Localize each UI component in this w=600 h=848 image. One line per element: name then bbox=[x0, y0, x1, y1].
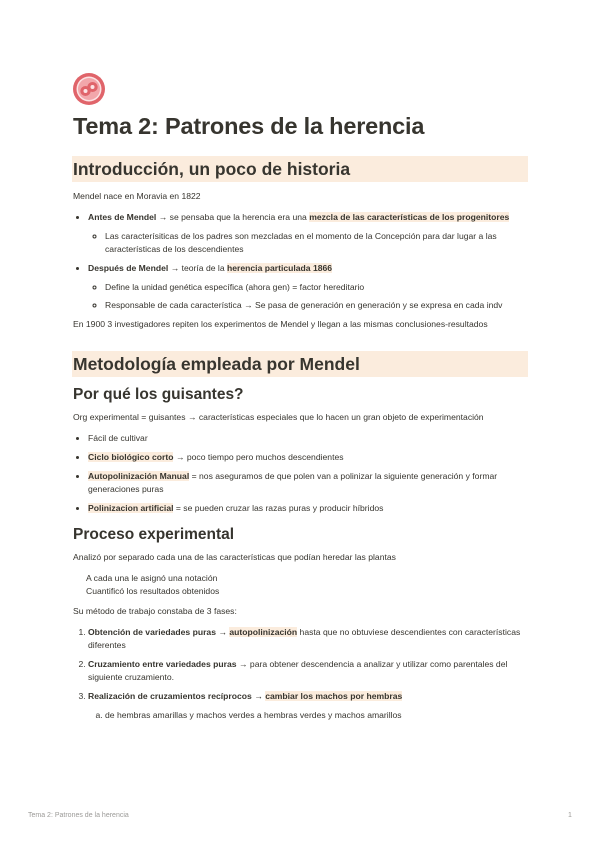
subsection-heading: Por qué los guisantes? bbox=[73, 386, 244, 403]
text-span: → teoría de la bbox=[168, 263, 227, 273]
bold-term: Obtención de variedades puras bbox=[88, 627, 216, 637]
list-item bbox=[88, 470, 528, 496]
highlighted-term: mezcla de las características de los progenitores bbox=[309, 212, 510, 222]
page-number: 1 bbox=[568, 812, 572, 819]
page-title: Tema 2: Patrones de la herencia bbox=[73, 113, 425, 139]
list-item bbox=[88, 262, 528, 312]
list-item: ◦ Define la unidad genética específica (ahora gen) = factor hereditario bbox=[105, 281, 528, 294]
text-span: = nos aseguramos de que polen van a polinizar la siguiente generación y formar generaciones puras bbox=[88, 471, 498, 494]
list-item bbox=[88, 626, 528, 652]
subsection-heading: Proceso experimental bbox=[73, 526, 235, 543]
text-span: → bbox=[216, 627, 230, 637]
numbered-list bbox=[73, 626, 528, 722]
paragraph: Org experimental = guisantes → características especiales que lo hacen un gran objeto de experimentación bbox=[73, 412, 484, 422]
list-item bbox=[88, 502, 528, 515]
sub-list bbox=[88, 281, 528, 312]
text-span: → se pensaba que la herencia era una bbox=[156, 212, 310, 222]
highlighted-term: Ciclo biológico corto bbox=[88, 452, 174, 462]
text-span: = se pueden cruzar las razas puras y producir híbridos bbox=[173, 503, 384, 513]
paragraph: Analizó por separado cada una de las características que podían heredar las plantas bbox=[73, 552, 396, 562]
text-span: → para obtener descendencia a analizar y utilizar como parentales del siguiente cruzamiento. bbox=[88, 659, 508, 682]
document-body bbox=[73, 156, 528, 728]
list-item bbox=[88, 690, 528, 722]
list-item: ◦ Responsable de cada característica → Se pasa de generación en generación y se expresa en cada indv bbox=[105, 299, 528, 312]
indented-line: A cada una le asignó una notación bbox=[86, 573, 218, 583]
cell-division-icon bbox=[72, 72, 106, 106]
list-item: ◦ Las caracterísiticas de los padres son mezcladas en el momento de la Concepción para dar lugar a las características de los descendientes bbox=[105, 230, 528, 256]
bullet-list bbox=[73, 432, 528, 515]
paragraph: En 1900 3 investigadores repiten los experimentos de Mendel y llegan a las mismas conclusiones-resultados bbox=[73, 319, 488, 329]
bold-term: Después de Mendel bbox=[88, 263, 169, 273]
section-heading-intro: Introducción, un poco de historia bbox=[72, 156, 528, 182]
paragraph: Mendel nace en Moravia en 1822 bbox=[73, 191, 201, 201]
list-item bbox=[88, 451, 528, 464]
list-item: • Fácil de cultivar bbox=[88, 432, 528, 445]
bullet-list bbox=[73, 211, 528, 312]
list-item: a. de hembras amarillas y machos verdes a hembras verdes y machos amarillos bbox=[105, 709, 528, 722]
sub-list bbox=[88, 709, 528, 722]
bold-term: Cruzamiento entre variedades puras bbox=[88, 659, 237, 669]
highlighted-term: autopolinización bbox=[229, 627, 298, 637]
highlighted-term: cambiar los machos por hembras bbox=[265, 691, 403, 701]
sub-list bbox=[88, 230, 528, 256]
list-item bbox=[88, 658, 528, 684]
section-heading-methodology: Metodología empleada por Mendel bbox=[72, 351, 528, 377]
paragraph: Su método de trabajo constaba de 3 fases: bbox=[73, 606, 237, 616]
bold-term: Antes de Mendel bbox=[88, 212, 157, 222]
text-span: hasta que no obtuviese descendientes con características diferentes bbox=[88, 627, 521, 650]
highlighted-term: Polinizacion artificial bbox=[88, 503, 174, 513]
bold-term: Realización de cruzamientos recíprocos bbox=[88, 691, 252, 701]
list-item bbox=[88, 211, 528, 256]
text-span: → poco tiempo pero muchos descendientes bbox=[173, 452, 344, 462]
indented-line: Cuantificó los resultados obtenidos bbox=[86, 585, 220, 596]
highlighted-term: Autopolinización Manual bbox=[88, 471, 190, 481]
highlighted-term: herencia particulada 1866 bbox=[227, 263, 333, 273]
text-span: → bbox=[251, 691, 266, 701]
footer-title: Tema 2: Patrones de la herencia bbox=[28, 812, 129, 819]
indented-block bbox=[73, 572, 528, 597]
